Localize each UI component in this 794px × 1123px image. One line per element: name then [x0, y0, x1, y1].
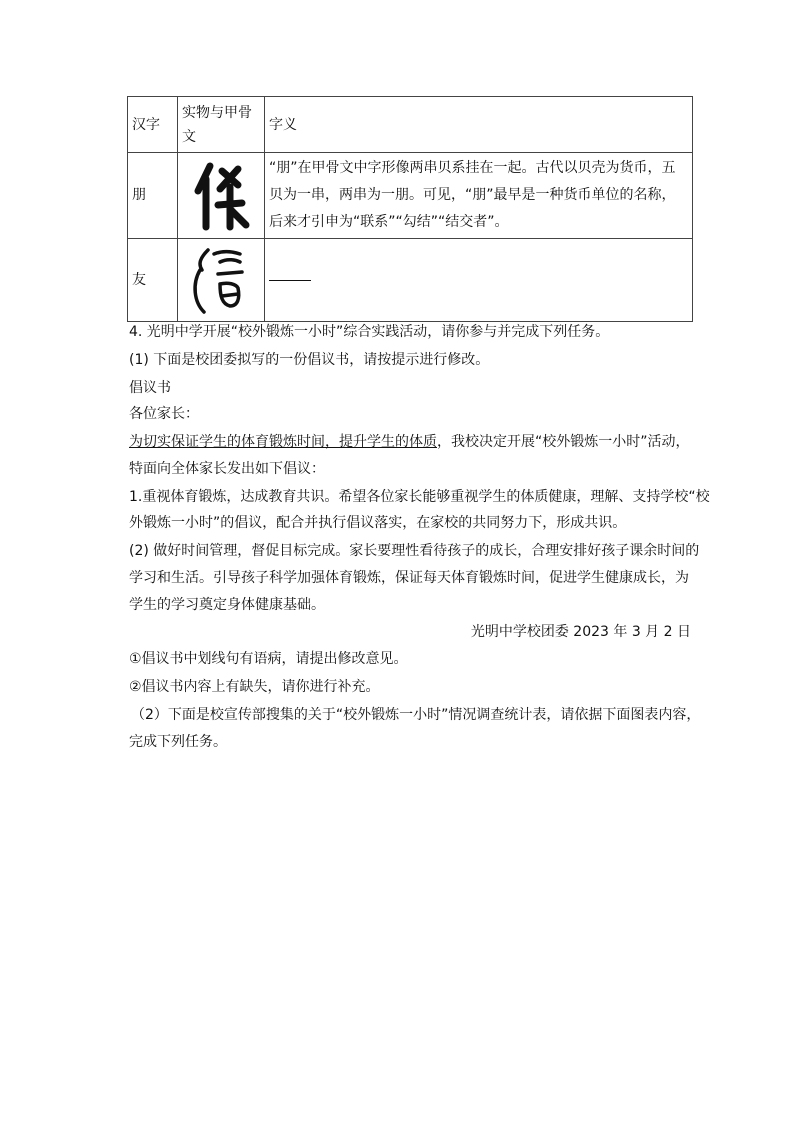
letter-item-1: 1.重视体育锻炼，达成教育共识。希望各位家长能够重视学生的体质健康，理解、支持学校“校	[129, 489, 710, 505]
part-2-intro-cont: 完成下列任务。	[129, 734, 227, 750]
letter-item-2-cont: 学习和生活。引导孩子科学加强体育锻炼，保证每天体育锻炼时间，促进学生健康成长，为	[129, 570, 689, 586]
task-2: ②倡议书内容上有缺失，请你进行补充。	[129, 679, 380, 695]
letter-item-2: (2) 做好时间管理，督促目标完成。家长要理性看待孩子的成长，合理安排好孩子课余时间的	[129, 543, 700, 559]
letter-signature: 光明中学校团委 2023 年 3 月 2 日	[470, 624, 691, 640]
header-cell: 字义	[265, 97, 693, 153]
oracle-bone-peng-icon	[178, 153, 265, 239]
answer-blank	[269, 279, 311, 281]
letter-paragraph-1	[129, 432, 701, 452]
part-2-intro: （2）下面是校宣传部搜集的关于“校外锻炼一小时”情况调查统计表，请依据下面图表内容，	[131, 707, 701, 723]
question-4-intro: 4. 光明中学开展“校外锻炼一小时”综合实践活动，请你参与并完成下列任务。	[129, 324, 610, 340]
character-table	[127, 96, 693, 322]
meaning-cell: “朋”在甲骨文中字形像两串贝系挂在一起。古代以贝壳为货币，五贝为一串，两串为一朋。可见，“朋”最早是一种货币单位的名称，后来才引申为“联系”“勾结”“结交者”。	[265, 153, 693, 239]
letter-paragraph-1-cont: 特面向全体家长发出如下倡议：	[129, 461, 325, 477]
paragraph-text: ，我校决定开展“校外锻炼一小时”活动，	[437, 434, 690, 450]
letter-salutation: 各位家长：	[129, 406, 199, 422]
underlined-sentence: 为切实保证学生的体育锻炼时间，提升学生的体质	[129, 434, 437, 450]
part-1-intro: (1) 下面是校团委拟写的一份倡议书，请按提示进行修改。	[129, 352, 490, 368]
task-1: ①倡议书中划线句有语病，请提出修改意见。	[129, 651, 408, 667]
table-row	[128, 153, 693, 239]
meaning-cell	[265, 239, 693, 322]
letter-item-2-cont: 学生的学习奠定身体健康基础。	[129, 597, 325, 613]
letter-item-1-cont: 外锻炼一小时”的倡议，配合并执行倡议落实，在家校的共同努力下，形成共识。	[129, 515, 627, 531]
char-cell: 友	[128, 239, 178, 322]
char-cell: 朋	[128, 153, 178, 239]
header-cell: 实物与甲骨文	[178, 97, 265, 153]
header-cell: 汉字	[128, 97, 178, 153]
letter-title: 倡议书	[129, 380, 171, 396]
table-row	[128, 239, 693, 322]
table-header-row	[128, 97, 693, 153]
oracle-bone-you-icon	[178, 239, 265, 322]
